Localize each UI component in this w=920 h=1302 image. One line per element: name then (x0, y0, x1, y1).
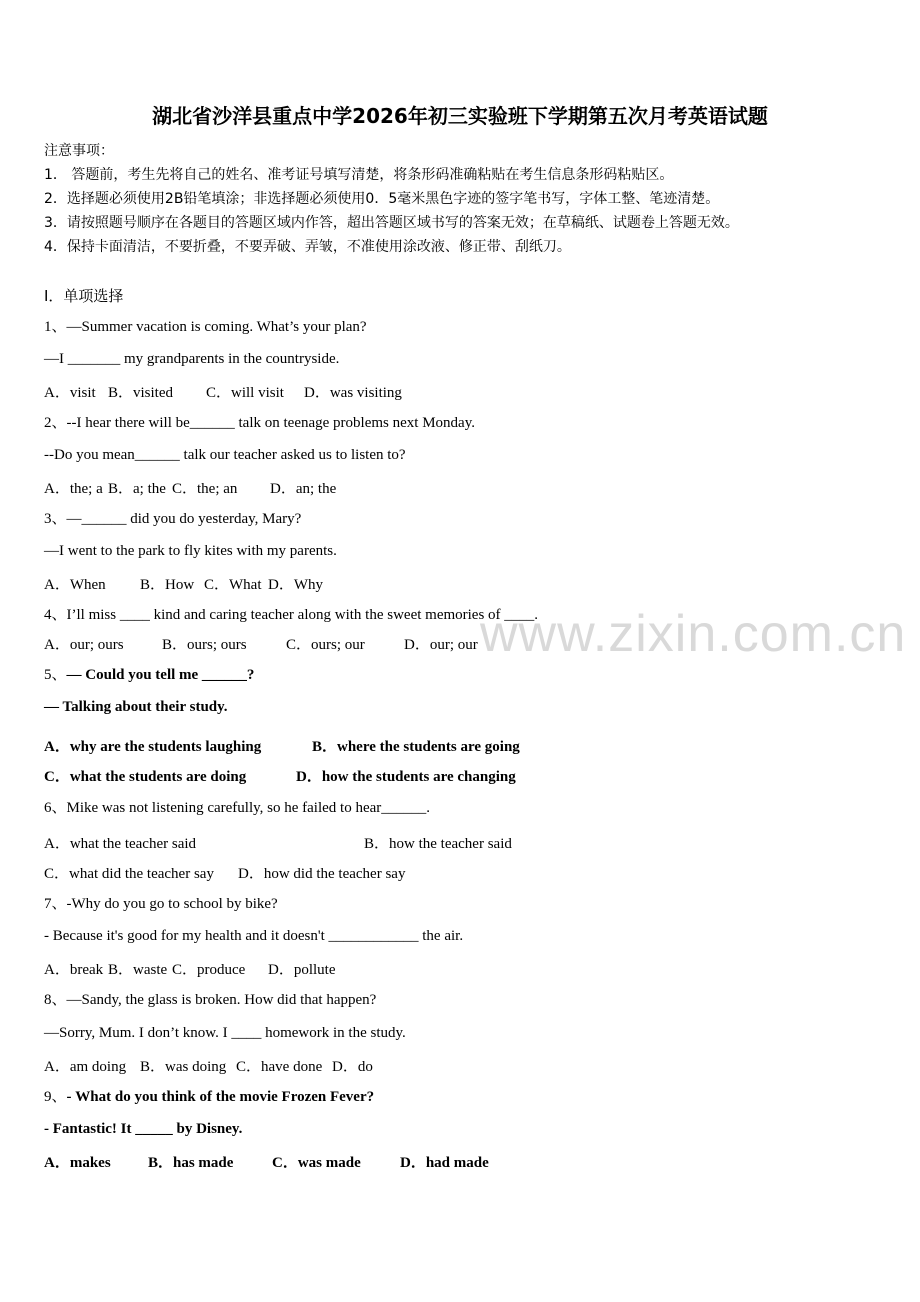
option-d[interactable]: D．was visiting (304, 385, 402, 401)
option-d[interactable]: D．had made (400, 1155, 489, 1171)
question-options (44, 1055, 373, 1076)
option-c[interactable]: C．What (204, 577, 262, 593)
notice-item: 1． 答题前，考生先将自己的姓名、准考证号填写清楚，将条形码准确粘贴在考生信息条形码粘贴区。 (44, 167, 674, 183)
option-a[interactable]: A．our; ours (44, 637, 124, 653)
notice-item: 3．请按照题号顺序在各题目的答题区域内作答，超出答题区域书写的答案无效；在草稿纸、试题卷上答题无效。 (44, 215, 739, 231)
question-text: — Could you tell me ______? (66, 667, 255, 683)
question-stem: 6、Mike was not listening carefully, so he failed to hear______. (44, 800, 431, 816)
question-stem: 1、—Summer vacation is coming. What’s your plan? (44, 319, 367, 335)
option-c[interactable]: C．ours; our (286, 637, 365, 653)
question-reply: —Sorry, Mum. I don’t know. I ____ homework in the study. (44, 1025, 406, 1041)
option-c[interactable]: C．produce (172, 962, 246, 978)
question-options (44, 958, 336, 979)
question-options (44, 633, 478, 654)
question-number: 5、 (44, 667, 67, 683)
option-b[interactable]: B．where the students are going (312, 739, 520, 755)
notice-item: 2．选择题必须使用2B铅笔填涂；非选择题必须使用0．5毫米黑色字迹的签字笔书写，字体工整、笔迹清楚。 (44, 191, 720, 207)
option-a[interactable]: A．what the teacher said (44, 836, 197, 852)
option-b[interactable]: B．visited (108, 385, 174, 401)
option-a[interactable]: A．visit (44, 385, 96, 401)
option-a[interactable]: A．When (44, 577, 106, 593)
option-d[interactable]: D．how did the teacher say (238, 866, 406, 882)
option-b[interactable]: B．was doing (140, 1059, 227, 1075)
question-options (44, 765, 516, 786)
question-options (44, 477, 336, 498)
option-a[interactable]: A．break (44, 962, 104, 978)
question-reply: --Do you mean______ talk our teacher asked us to listen to? (44, 447, 406, 463)
option-b[interactable]: B．has made (148, 1155, 234, 1171)
question-stem (44, 663, 254, 684)
option-b[interactable]: B．a; the (108, 481, 166, 497)
option-d[interactable]: D．our; our (404, 637, 478, 653)
option-a[interactable]: A．why are the students laughing (44, 739, 262, 755)
question-stem: 4、I’ll miss ____ kind and caring teacher along with the sweet memories of ____. (44, 607, 539, 623)
option-d[interactable]: D．do (332, 1059, 373, 1075)
question-stem (44, 1085, 374, 1106)
notice-item: 4．保持卡面清洁，不要折叠，不要弄破、弄皱，不准使用涂改液、修正带、刮纸刀。 (44, 239, 571, 255)
option-a[interactable]: A．makes (44, 1155, 111, 1171)
option-b[interactable]: B．how the teacher said (364, 836, 512, 852)
section-heading: Ⅰ．单项选择 (44, 287, 124, 305)
question-reply: - Fantastic! It _____ by Disney. (44, 1121, 243, 1137)
question-stem: 2、--I hear there will be______ talk on teenage problems next Monday. (44, 415, 475, 431)
watermark: www.zixin.com.cn (480, 605, 907, 663)
question-options (44, 832, 512, 853)
question-number: 9、 (44, 1089, 67, 1105)
option-d[interactable]: D．an; the (270, 481, 337, 497)
question-text: - What do you think of the movie Frozen Fever? (66, 1089, 375, 1105)
question-options (44, 735, 520, 756)
option-b[interactable]: B．How (140, 577, 195, 593)
option-c[interactable]: C．have done (236, 1059, 323, 1075)
option-a[interactable]: A．am doing (44, 1059, 127, 1075)
option-d[interactable]: D．Why (268, 577, 323, 593)
notice-heading: 注意事项： (44, 143, 114, 159)
option-c[interactable]: C．the; an (172, 481, 238, 497)
question-options (44, 381, 402, 402)
question-reply: — Talking about their study. (44, 699, 228, 715)
option-d[interactable]: D．how the students are changing (296, 769, 516, 785)
question-options (44, 862, 405, 883)
question-stem: 3、—______ did you do yesterday, Mary? (44, 511, 302, 527)
page-title: 湖北省沙洋县重点中学2026年初三实验班下学期第五次月考英语试题 (152, 104, 768, 128)
question-options (44, 573, 323, 594)
question-reply: - Because it's good for my health and it doesn't ____________ the air. (44, 928, 464, 944)
option-a[interactable]: A．the; a (44, 481, 103, 497)
option-c[interactable]: C．was made (272, 1155, 361, 1171)
question-options (44, 1151, 489, 1172)
option-c[interactable]: C．will visit (206, 385, 284, 401)
question-reply: —I _______ my grandparents in the countryside. (44, 351, 340, 367)
option-c[interactable]: C．what the students are doing (44, 769, 247, 785)
option-b[interactable]: B．waste (108, 962, 168, 978)
question-reply: —I went to the park to fly kites with my parents. (44, 543, 337, 559)
option-c[interactable]: C．what did the teacher say (44, 866, 214, 882)
question-stem: 7、-Why do you go to school by bike? (44, 896, 278, 912)
option-b[interactable]: B．ours; ours (162, 637, 247, 653)
question-stem: 8、—Sandy, the glass is broken. How did that happen? (44, 992, 377, 1008)
option-d[interactable]: D．pollute (268, 962, 336, 978)
